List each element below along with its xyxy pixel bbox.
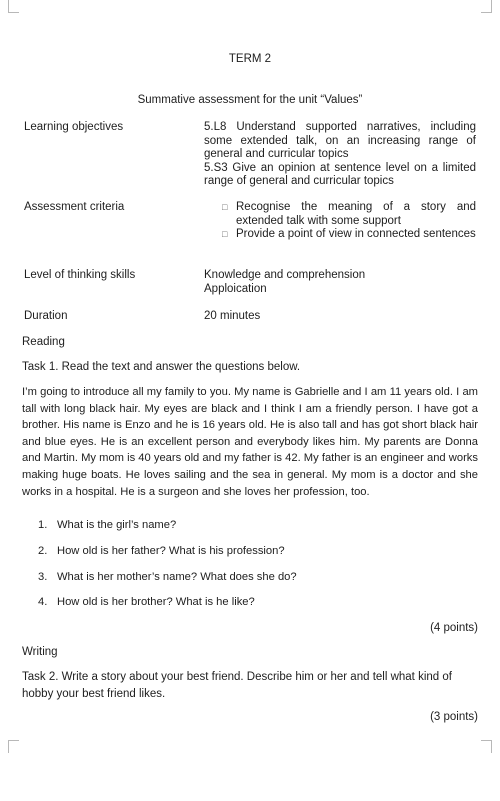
bullet-icon: □ [222,229,228,239]
reading-heading: Reading [22,336,65,348]
duration-label: Duration [24,310,68,322]
crop-mark-bottom-right [481,740,492,753]
writing-heading: Writing [22,646,58,658]
crop-mark-top-right [481,0,492,13]
reading-task: Task 1. Read the text and answer the questions below. [22,361,301,373]
writing-points: (3 points) [430,711,478,723]
assessment-criteria-label: Assessment criteria [24,201,125,213]
learning-objectives-label: Learning objectives [24,121,124,133]
reading-points: (4 points) [430,622,478,634]
term-title: TERM 2 [228,53,272,65]
assessment-subtitle: Summative assessment for the unit “Values” [137,94,363,106]
assessment-criteria-value [204,201,476,242]
crop-mark-bottom-left [8,740,19,753]
objective-line: 5.L8 Understand supported narratives, including some extended talk, on an increasing range of general and curricular topics [204,121,476,160]
thinking-skills-value [204,269,476,296]
writing-task: Task 2. Write a story about your best friend. Describe him or her and tell what kind of hobby your best friend likes. [22,671,452,701]
learning-objectives-value [204,121,476,189]
question-item: 3. What is her mother’s name? What does she do? [38,571,297,583]
criteria-item: □ Recognise the meaning of a story and extended talk with some support [222,201,476,227]
crop-mark-top-left [8,0,19,13]
criteria-item: □ Provide a point of view in connected sentences [222,228,476,240]
question-item: 1. What is the girl’s name? [38,519,177,531]
question-item: 2. How old is her father? What is his profession? [38,545,285,557]
thinking-skills-label: Level of thinking skills [24,269,136,281]
thinking-skill-line: Apploication [204,282,267,295]
bullet-icon: □ [222,202,228,212]
reading-text: I’m going to introduce all my family to you. My name is Gabrielle and I am 11 years old. I am tall with long black hair. My eyes are black and I think I am a friendly person. I have got a brother. His name is Enzo and he is 16 years old. He is also tall and has got short black hair and blue eyes. He is an excellent person and everybody likes him. My parents are Donna and Martin. My mom is 40 years old and my father is 42. My father is an engineer and works making huge boats. He loves sailing and the sea in general. My mom is a doctor and she works in a hospital. He is a surgeon and she loves her profession, too. [22,386,478,498]
duration-value: 20 minutes [204,310,261,322]
objective-line: 5.S3 Give an opinion at sentence level on a limited range of general and curricular topics [204,161,476,187]
question-item: 4. How old is her brother? What is he like? [38,596,255,608]
thinking-skill-line: Knowledge and comprehension [204,269,366,281]
